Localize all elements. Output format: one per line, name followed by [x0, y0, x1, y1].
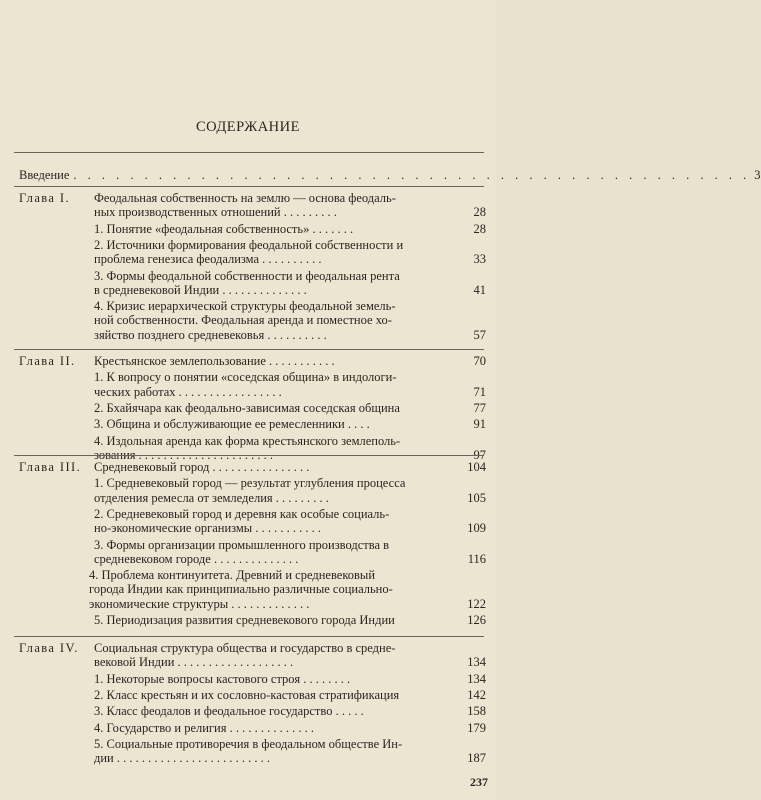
toc-entry-line: 2. Средневековый город и деревня как особые социаль-	[94, 507, 390, 521]
toc-entry	[94, 269, 445, 297]
toc-entry-line: вековой Индии . . . . . . . . . . . . . . . . . . .	[94, 655, 294, 670]
toc-entry-line: Крестьянское землепользование . . . . . . . . . . .	[94, 354, 335, 368]
toc-entry-line: 1. Понятие «феодальная собственность» . . . . . . .	[94, 221, 354, 236]
divider	[14, 455, 484, 456]
toc-entry-line: города Индии как принципиально различные социально-	[89, 582, 393, 597]
toc-entry-page: 28	[473, 205, 486, 220]
toc-intro-leader: . . . . . . . . . . . . . . . . . . . . . . . . . . . . . . . . . . . . . . . . . . . . . . . .	[73, 168, 751, 182]
toc-entry-line: 3. Формы феодальной собственности и феодальная рента	[94, 268, 400, 283]
toc-entry-line: дии . . . . . . . . . . . . . . . . . . . . . . . . .	[94, 751, 270, 766]
toc-entry	[94, 538, 445, 566]
toc-entry-line: 4. Кризис иерархической структуры феодальной земель-	[94, 299, 396, 314]
toc-entry	[94, 417, 445, 431]
toc-entry	[94, 688, 445, 702]
toc-entry	[94, 401, 445, 415]
toc-entry	[94, 354, 445, 368]
toc-entry	[94, 721, 445, 735]
toc-entry	[94, 672, 445, 686]
toc-entry	[94, 704, 445, 718]
toc-entry-page: 187	[467, 751, 486, 766]
toc-entry-line: Феодальная собственность на землю — основа феодаль-	[94, 191, 396, 205]
toc-entry-page: 28	[473, 221, 486, 236]
toc-entry-page: 122	[467, 596, 486, 611]
toc-entry	[94, 613, 445, 627]
toc-entry-line: 1. Средневековый город — результат углубления процесса	[94, 476, 406, 491]
page-number: 237	[470, 775, 488, 789]
toc-entry-line: зования . . . . . . . . . . . . . . . . . . . . . .	[94, 448, 274, 462]
toc-entry	[94, 370, 445, 398]
chapter-label: Глава III.	[19, 460, 82, 474]
toc-entry	[94, 191, 445, 219]
toc-entry-page: 70	[473, 354, 486, 368]
toc-entry-page: 134	[467, 671, 486, 686]
toc-entry-line: Средневековый город . . . . . . . . . . . . . . . .	[94, 460, 310, 474]
toc-entry	[94, 238, 445, 266]
toc-entry-line: 5. Социальные противоречия в феодальном обществе Ин-	[94, 737, 403, 752]
toc-entry-page: 71	[473, 384, 486, 399]
divider	[14, 349, 484, 350]
toc-entry-line: 4. Издольная аренда как форма крестьянского землеполь-	[94, 433, 401, 448]
chapter-label: Глава II.	[19, 354, 76, 368]
toc-entry	[94, 476, 445, 504]
page-title: СОДЕРЖАНИЕ	[196, 119, 300, 135]
toc-entry-line: но-экономические организмы . . . . . . . . . . .	[94, 521, 321, 536]
toc-intro-title: Введение	[19, 168, 70, 182]
toc-entry-line: в средневековой Индии . . . . . . . . . . . . . .	[94, 282, 307, 297]
toc-entry-line: 3. Формы организации промышленного производства в	[94, 537, 390, 552]
toc-entry-line: 3. Община и обслуживающие ее ремесленники . . . .	[94, 417, 370, 432]
toc-entry	[94, 434, 445, 462]
toc-entry-page: 104	[467, 460, 486, 474]
toc-entry-line: Социальная структура общества и государство в средне-	[94, 641, 396, 655]
toc-entry	[94, 737, 445, 765]
toc-entry-page: 142	[467, 688, 486, 702]
toc-entry-page: 158	[467, 704, 486, 719]
toc-entry-line: 2. Класс крестьян и их сословно-кастовая стратификация	[94, 688, 400, 702]
toc-entry-page: 105	[467, 490, 486, 505]
divider	[14, 152, 484, 153]
toc-intro-page: 3	[754, 168, 761, 182]
toc-entry-line: 2. Бхайячара как феодально-зависимая соседская община	[94, 401, 400, 415]
toc-entry-page: 134	[467, 655, 486, 670]
toc-entry-line: ных производственных отношений . . . . . . . . .	[94, 205, 337, 220]
toc-entry	[94, 641, 445, 669]
toc-entry-line: 1. К вопросу о понятии «соседская община» в индологи-	[94, 370, 397, 385]
toc-entry-line: экономические структуры . . . . . . . . . . . . .	[89, 596, 310, 611]
toc-entry-line: ческих работах . . . . . . . . . . . . . . . . .	[94, 384, 282, 399]
toc-entry	[89, 568, 445, 611]
toc-entry	[94, 222, 445, 236]
toc-entry-line: 4. Государство и религия . . . . . . . . . . . . . .	[94, 720, 315, 735]
toc-entry-page: 126	[467, 613, 486, 627]
toc-entry-line: ной собственности. Феодальная аренда и поместное хо-	[94, 313, 392, 328]
divider	[14, 636, 484, 637]
toc-entry-page: 179	[467, 720, 486, 735]
toc-entry-page: 33	[473, 252, 486, 267]
toc-entry-line: 3. Класс феодалов и феодальное государство . . . . .	[94, 704, 364, 719]
toc-entry	[94, 460, 445, 474]
chapter-label: Глава IV.	[19, 641, 79, 655]
toc-entry-line: 1. Некоторые вопросы кастового строя . . . . . . . .	[94, 671, 351, 686]
toc-entry-line: 4. Проблема континуитета. Древний и средневековый	[89, 568, 376, 583]
toc-entry-page: 97	[473, 448, 486, 462]
toc-entry-page: 116	[467, 551, 486, 566]
toc-entry-page: 57	[473, 327, 486, 342]
toc-entry-page: 41	[473, 282, 486, 297]
toc-entry	[94, 299, 445, 342]
divider	[14, 186, 484, 187]
toc-entry-line: 2. Источники формирования феодальной собственности и	[94, 238, 404, 252]
toc-entry	[94, 507, 445, 535]
toc-entry-page: 77	[473, 401, 486, 415]
toc-entry-line: средневековом городе . . . . . . . . . . . . . .	[94, 551, 299, 566]
toc-entry-line: 5. Периодизация развития средневекового города Индии	[94, 613, 395, 627]
toc-intro	[19, 167, 761, 183]
toc-entry-line: зяйство позднего средневековья . . . . . . . . . .	[94, 327, 327, 342]
toc-entry-page: 91	[473, 417, 486, 432]
chapter-label: Глава I.	[19, 191, 70, 205]
toc-entry-line: проблема генезиса феодализма . . . . . . . . . .	[94, 252, 322, 267]
toc-entry-page: 109	[467, 521, 486, 536]
toc-entry-line: отделения ремесла от земледелия . . . . . . . . .	[94, 490, 329, 505]
